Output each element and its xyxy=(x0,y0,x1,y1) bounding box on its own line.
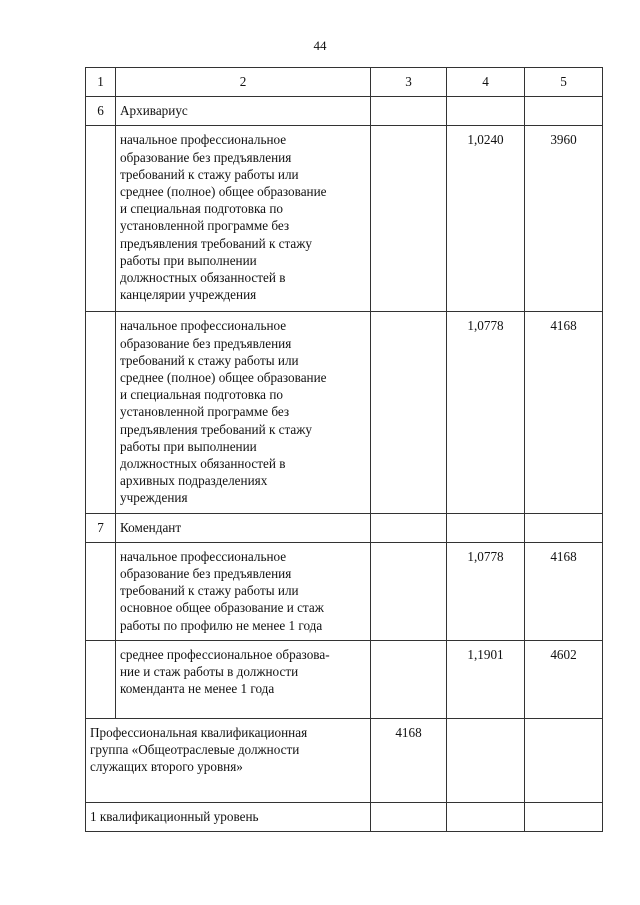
header-col-3: 3 xyxy=(371,68,447,97)
salary-value: 3960 xyxy=(525,126,603,312)
page-number: 44 xyxy=(313,38,327,53)
cell-col5 xyxy=(525,513,603,542)
table-row-requirement xyxy=(86,126,603,312)
cell-col3 xyxy=(371,312,447,513)
requirement-text: начальное профессиональное образование без предъявления требований к стажу работы или среднее (полное) общее образование и специальная подготовка по установленной программе без предъявления требований к стажу работы при выполнении должностных обязанностей в канцелярии учреждения xyxy=(116,126,371,312)
cell-col3 xyxy=(371,640,447,718)
position-number: 6 xyxy=(86,97,116,126)
coefficient-value: 1,0778 xyxy=(447,312,525,513)
cell-col4 xyxy=(447,513,525,542)
cell-num xyxy=(86,126,116,312)
table-row-position-commandant xyxy=(86,513,603,542)
table-header-row xyxy=(86,68,603,97)
table-row-position-archivist xyxy=(86,97,603,126)
cell-col3 xyxy=(371,542,447,640)
table-row-requirement xyxy=(86,312,603,513)
salary-value: 4602 xyxy=(525,640,603,718)
salary-value: 4168 xyxy=(525,542,603,640)
salary-table xyxy=(85,67,603,832)
header-col-4: 4 xyxy=(447,68,525,97)
cell-col4 xyxy=(447,718,525,802)
table-row-requirement xyxy=(86,542,603,640)
requirement-text: начальное профессиональное образование без предъявления требований к стажу работы или основное общее образование и стаж работы по профилю не менее 1 года xyxy=(116,542,371,640)
requirement-text: начальное профессиональное образование без предъявления требований к стажу работы или среднее (полное) общее образование и специальная подготовка по установленной программе без предъявления требований к стажу работы при выполнении должностных обязанностей в архивных подразделениях учреждения xyxy=(116,312,371,513)
coefficient-value: 1,0778 xyxy=(447,542,525,640)
header-col-1: 1 xyxy=(86,68,116,97)
cell-col3 xyxy=(371,802,447,831)
cell-num xyxy=(86,312,116,513)
header-col-5: 5 xyxy=(525,68,603,97)
cell-col3 xyxy=(371,97,447,126)
coefficient-value: 1,1901 xyxy=(447,640,525,718)
cell-num xyxy=(86,542,116,640)
table-row-qualification-level xyxy=(86,802,603,831)
cell-num xyxy=(86,640,116,718)
cell-col5 xyxy=(525,802,603,831)
position-number: 7 xyxy=(86,513,116,542)
requirement-text: среднее профессиональное образова- ние и стаж работы в должности коменданта не менее 1 года xyxy=(116,640,371,718)
cell-col3 xyxy=(371,513,447,542)
salary-value: 4168 xyxy=(525,312,603,513)
table-row-requirement xyxy=(86,640,603,718)
base-salary-value: 4168 xyxy=(371,718,447,802)
cell-col5 xyxy=(525,718,603,802)
cell-col5 xyxy=(525,97,603,126)
cell-col4 xyxy=(447,802,525,831)
table-row-qualification-group xyxy=(86,718,603,802)
cell-col4 xyxy=(447,97,525,126)
qualification-level-text: 1 квалификационный уровень xyxy=(86,802,371,831)
qualification-group-text: Профессиональная квалификационная группа «Общеотраслевые должности служащих второго уровня» xyxy=(86,718,371,802)
cell-col3 xyxy=(371,126,447,312)
coefficient-value: 1,0240 xyxy=(447,126,525,312)
position-title: Архивариус xyxy=(116,97,371,126)
header-col-2: 2 xyxy=(116,68,371,97)
position-title: Комендант xyxy=(116,513,371,542)
